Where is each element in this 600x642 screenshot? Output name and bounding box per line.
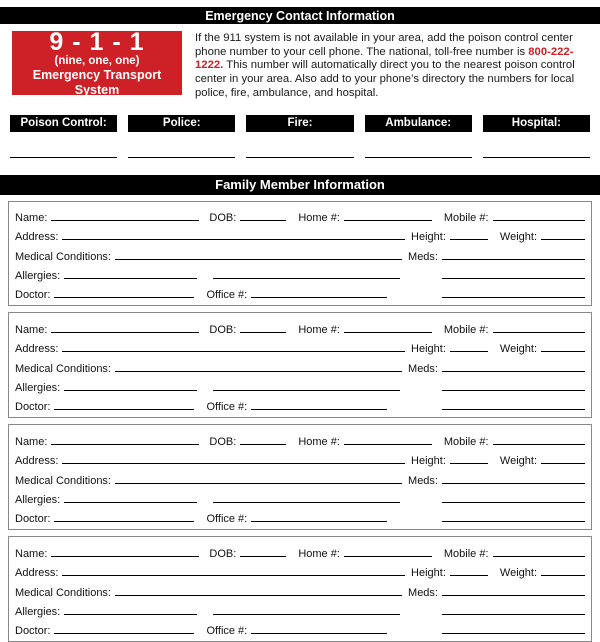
name-label: Name: — [15, 547, 48, 560]
paragraph-text-after: This number will automatically direct you to the nearest poison control center in your area. Also add to your phone’s directory the numbers for local police, fire, ambulance, and hospital. — [195, 59, 575, 99]
dob-field-line[interactable] — [240, 331, 286, 333]
address-label: Address: — [15, 231, 59, 244]
home-phone-field-line[interactable] — [344, 555, 432, 557]
contact-label-ambulance: Ambulance: — [365, 115, 472, 132]
badge-911-caption: Emergency Transport System — [32, 67, 162, 97]
height-label: Height: — [411, 343, 446, 356]
doctor-field-line[interactable] — [54, 632, 194, 634]
meds-continuation-line-1[interactable] — [442, 501, 585, 503]
doctor-field-line[interactable] — [54, 520, 194, 522]
emergency-911-badge — [12, 27, 182, 97]
contact-fill-lines-row — [10, 132, 590, 158]
member-row-doctor — [15, 282, 585, 301]
member-row-medical — [15, 467, 585, 486]
office-phone-field-line[interactable] — [251, 408, 387, 410]
emergency-header-bar — [0, 7, 600, 24]
meds-field-line[interactable] — [442, 258, 585, 260]
weight-field-line[interactable] — [541, 238, 585, 240]
name-label: Name: — [15, 323, 48, 336]
meds-label: Meds: — [408, 362, 438, 375]
weight-label: Weight: — [499, 567, 537, 580]
medical-conditions-field-line[interactable] — [115, 370, 402, 372]
name-label: Name: — [15, 435, 48, 448]
address-field-line[interactable] — [62, 574, 405, 576]
member-row-allergies — [15, 375, 585, 394]
meds-field-line[interactable] — [442, 370, 585, 372]
dob-label: DOB: — [209, 435, 237, 448]
member-row-medical — [15, 355, 585, 374]
member-row-name — [15, 205, 585, 224]
home-phone-field-line[interactable] — [344, 443, 432, 445]
family-header-title: Family Member Information — [215, 177, 385, 193]
mobile-phone-field-line[interactable] — [493, 555, 585, 557]
home-phone-label: Home #: — [298, 547, 340, 560]
allergies-continuation-line[interactable] — [213, 277, 400, 279]
member-row-address — [15, 224, 585, 243]
height-label: Height: — [411, 231, 446, 244]
address-label: Address: — [15, 343, 59, 356]
height-label: Height: — [411, 567, 446, 580]
meds-field-line[interactable] — [442, 482, 585, 484]
family-member-card — [8, 424, 592, 530]
office-phone-field-line[interactable] — [251, 520, 387, 522]
mobile-phone-label: Mobile #: — [443, 435, 489, 448]
home-phone-field-line[interactable] — [344, 331, 432, 333]
contact-label-police: Police: — [128, 115, 235, 132]
allergies-field-line[interactable] — [64, 501, 197, 503]
address-label: Address: — [15, 567, 59, 580]
weight-label: Weight: — [499, 455, 537, 468]
medical-conditions-label: Medical Conditions: — [15, 362, 111, 375]
address-field-line[interactable] — [62, 462, 405, 464]
doctor-label: Doctor: — [15, 513, 51, 526]
meds-continuation-line-2[interactable] — [442, 632, 585, 634]
contact-label-poison-control: Poison Control: — [10, 115, 117, 132]
name-field-line[interactable] — [51, 443, 199, 445]
family-member-card — [8, 201, 592, 307]
meds-continuation-line-2[interactable] — [442, 296, 585, 298]
home-phone-label: Home #: — [298, 323, 340, 336]
paragraph-text-before: If the 911 system is not available in your area, add the poison control center phone number to your cell phone. The national, toll-free number is — [195, 32, 573, 58]
member-row-address — [15, 560, 585, 579]
weight-field-line[interactable] — [541, 350, 585, 352]
mobile-phone-field-line[interactable] — [493, 331, 585, 333]
height-field-line[interactable] — [450, 238, 488, 240]
emergency-header-title: Emergency Contact Information — [205, 8, 395, 23]
doctor-label: Doctor: — [15, 625, 51, 638]
dob-field-line[interactable] — [240, 443, 286, 445]
member-row-name — [15, 540, 585, 559]
mobile-phone-label: Mobile #: — [443, 547, 489, 560]
medical-conditions-label: Medical Conditions: — [15, 474, 111, 487]
doctor-label: Doctor: — [15, 289, 51, 302]
meds-continuation-line-2[interactable] — [442, 408, 585, 410]
meds-label: Meds: — [408, 474, 438, 487]
weight-label: Weight: — [499, 231, 537, 244]
address-label: Address: — [15, 455, 59, 468]
police-field-line[interactable] — [128, 132, 235, 158]
doctor-label: Doctor: — [15, 401, 51, 414]
dob-field-line[interactable] — [240, 555, 286, 557]
family-member-card — [8, 312, 592, 418]
poison-control-phone-number: 800-222-1222. — [195, 45, 574, 72]
member-row-allergies — [15, 487, 585, 506]
meds-label: Meds: — [408, 586, 438, 599]
allergies-label: Allergies: — [15, 493, 61, 506]
office-phone-label: Office #: — [206, 513, 248, 526]
member-row-medical — [15, 243, 585, 262]
office-phone-label: Office #: — [206, 289, 248, 302]
meds-field-line[interactable] — [442, 594, 585, 596]
allergies-continuation-line[interactable] — [213, 613, 400, 615]
allergies-continuation-line[interactable] — [213, 389, 400, 391]
meds-continuation-line-2[interactable] — [442, 520, 585, 522]
family-member-card — [8, 536, 592, 642]
member-row-name — [15, 316, 585, 335]
allergies-label: Allergies: — [15, 382, 61, 395]
allergies-field-line[interactable] — [64, 613, 197, 615]
hospital-field-line[interactable] — [483, 132, 590, 158]
allergies-label: Allergies: — [15, 270, 61, 283]
fire-field-line[interactable] — [246, 132, 353, 158]
family-header-bar — [0, 175, 600, 195]
family-members — [0, 201, 600, 642]
medical-conditions-field-line[interactable] — [115, 594, 402, 596]
meds-continuation-line-1[interactable] — [442, 389, 585, 391]
weight-label: Weight: — [499, 343, 537, 356]
intro-section — [0, 24, 600, 101]
dob-label: DOB: — [209, 211, 237, 224]
intro-paragraph — [195, 31, 588, 101]
member-row-address — [15, 448, 585, 467]
mobile-phone-field-line[interactable] — [493, 443, 585, 445]
dob-field-line[interactable] — [240, 219, 286, 221]
member-row-doctor — [15, 394, 585, 413]
office-phone-label: Office #: — [206, 401, 248, 414]
doctor-field-line[interactable] — [54, 296, 194, 298]
home-phone-label: Home #: — [298, 435, 340, 448]
contact-label-fire: Fire: — [246, 115, 353, 132]
dob-label: DOB: — [209, 323, 237, 336]
doctor-field-line[interactable] — [54, 408, 194, 410]
allergies-field-line[interactable] — [64, 389, 197, 391]
height-label: Height: — [411, 455, 446, 468]
contact-labels-row — [10, 115, 590, 132]
medical-conditions-field-line[interactable] — [115, 482, 402, 484]
height-field-line[interactable] — [450, 462, 488, 464]
meds-label: Meds: — [408, 250, 438, 263]
office-phone-field-line[interactable] — [251, 632, 387, 634]
member-row-allergies — [15, 263, 585, 282]
medical-conditions-label: Medical Conditions: — [15, 586, 111, 599]
member-row-allergies — [15, 599, 585, 618]
height-field-line[interactable] — [450, 350, 488, 352]
badge-911-number: 9 - 1 - 1 — [49, 27, 145, 56]
office-phone-label: Office #: — [206, 625, 248, 638]
home-phone-label: Home #: — [298, 211, 340, 224]
contact-label-hospital: Hospital: — [483, 115, 590, 132]
member-row-address — [15, 336, 585, 355]
member-row-doctor — [15, 618, 585, 637]
mobile-phone-label: Mobile #: — [443, 211, 489, 224]
mobile-phone-label: Mobile #: — [443, 323, 489, 336]
medical-conditions-label: Medical Conditions: — [15, 250, 111, 263]
height-field-line[interactable] — [450, 574, 488, 576]
weight-field-line[interactable] — [541, 574, 585, 576]
dob-label: DOB: — [209, 547, 237, 560]
allergies-field-line[interactable] — [64, 277, 197, 279]
name-label: Name: — [15, 211, 48, 224]
name-field-line[interactable] — [51, 331, 199, 333]
badge-911-subtitle: (nine, one, one) — [54, 54, 140, 67]
meds-continuation-line-1[interactable] — [442, 613, 585, 615]
member-row-doctor — [15, 506, 585, 525]
address-field-line[interactable] — [62, 350, 405, 352]
mobile-phone-field-line[interactable] — [493, 219, 585, 221]
name-field-line[interactable] — [51, 555, 199, 557]
address-field-line[interactable] — [62, 238, 405, 240]
meds-continuation-line-1[interactable] — [442, 277, 585, 279]
allergies-label: Allergies: — [15, 605, 61, 618]
home-phone-field-line[interactable] — [344, 219, 432, 221]
member-row-name — [15, 428, 585, 447]
name-field-line[interactable] — [51, 219, 199, 221]
ambulance-field-line[interactable] — [365, 132, 472, 158]
medical-conditions-field-line[interactable] — [115, 258, 402, 260]
allergies-continuation-line[interactable] — [213, 501, 400, 503]
weight-field-line[interactable] — [541, 462, 585, 464]
office-phone-field-line[interactable] — [251, 296, 387, 298]
member-row-medical — [15, 579, 585, 598]
poison-control-field-line[interactable] — [10, 132, 117, 158]
